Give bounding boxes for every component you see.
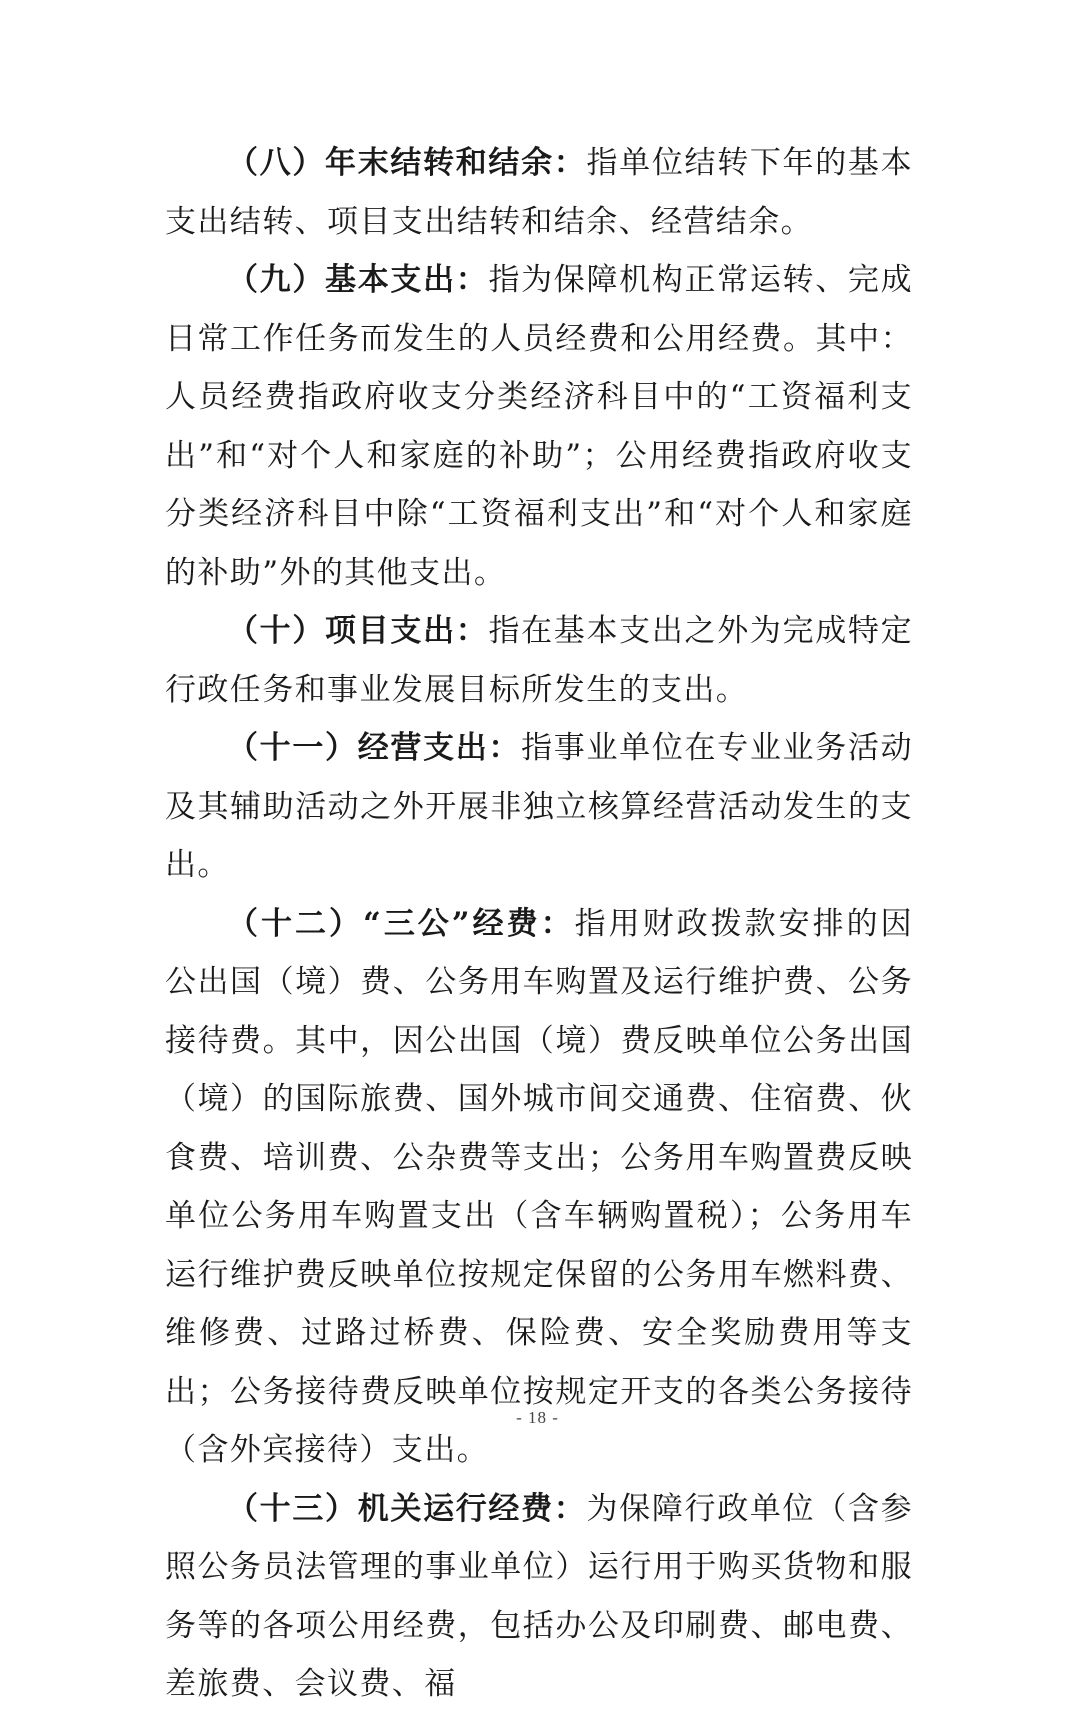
- definition-term: （八）年末结转和结余：: [227, 145, 587, 181]
- definition-text: 指单位结转下年的基本支出结转、项目支出结转和结余、经营结余。: [165, 145, 914, 240]
- definition-paragraph-8: [165, 134, 913, 251]
- definition-term: （十二）“三公”经费：: [227, 905, 575, 942]
- definition-term: （十）项目支出：: [227, 613, 489, 649]
- definition-paragraph-9: [165, 251, 913, 602]
- definition-paragraph-11: [165, 719, 913, 895]
- definition-text: 指在基本支出之外为完成特定行政任务和事业发展目标所发生的支出。: [165, 613, 913, 708]
- definition-text: 指为保障机构正常运转、完成日常工作任务而发生的人员经费和公用经费。其中：人员经费指政府收支分类经济科目中的“工资福利支出”和“对个人和家庭的补助”；公用经费指政府收支分类经济科目中除“工资福利支出”和“对个人和家庭的补助”外的其他支出。: [165, 262, 913, 591]
- definition-paragraph-13: [165, 1480, 913, 1714]
- document-body: [165, 134, 913, 1714]
- definition-paragraph-12: [165, 895, 913, 1480]
- definition-text: 指用财政拨款安排的因公出国（境）费、公务用车购置及运行维护费、公务接待费。其中，因公出国（境）费反映单位公务出国（境）的国际旅费、国外城市间交通费、住宿费、伙食费、培训费、公杂费等支出；公务用车购置费反映单位公务用车购置支出（含车辆购置税）；公务用车运行维护费反映单位按规定保留的公务用车燃料费、维修费、过路过桥费、保险费、安全奖励费用等支出；公务接待费反映单位按规定开支的各类公务接待（含外宾接待）支出。: [165, 905, 914, 1468]
- definition-term: （十三）机关运行经费：: [227, 1490, 587, 1527]
- definition-paragraph-10: [165, 602, 913, 719]
- page-number: - 18 -: [516, 1408, 559, 1427]
- definition-term: （十一）经营支出：: [227, 730, 522, 766]
- definition-term: （九）基本支出：: [227, 262, 489, 298]
- definition-text: 为保障行政单位（含参照公务员法管理的事业单位）运行用于购买货物和服务等的各项公用经费，包括办公及印刷费、邮电费、差旅费、会议费、福: [165, 1490, 914, 1702]
- definition-text: 指事业单位在专业业务活动及其辅助活动之外开展非独立核算经营活动发生的支出。: [165, 730, 913, 883]
